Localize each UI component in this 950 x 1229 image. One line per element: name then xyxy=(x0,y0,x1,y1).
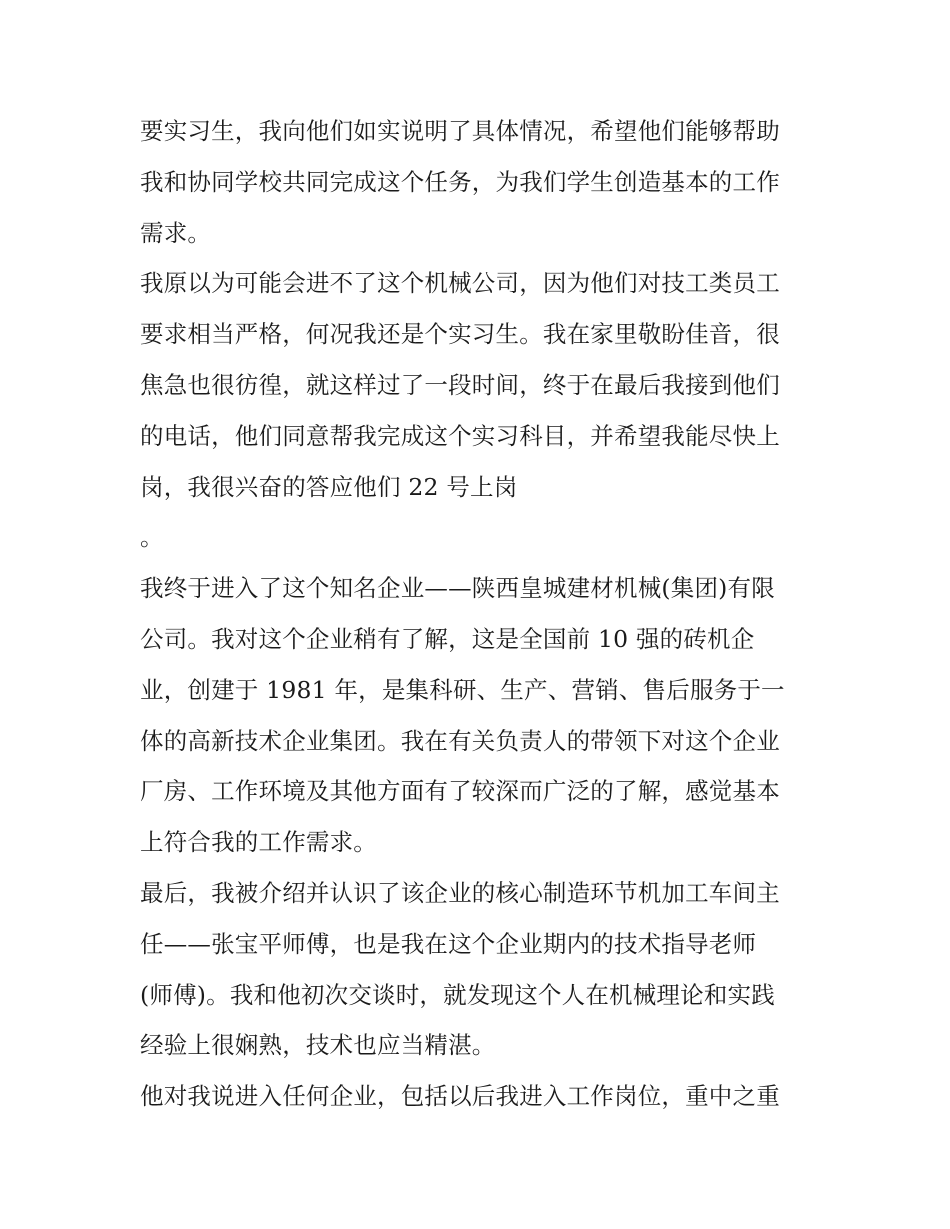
text-line: 体的高新技术企业集团。我在有关负责人的带领下对这个企业 xyxy=(140,726,780,755)
text-line: 经验上很娴熟，技术也应当精湛。 xyxy=(140,1031,496,1060)
text-line: 厂房、工作环境及其他方面有了较深而广泛的了解，感觉基本 xyxy=(140,777,780,806)
text-line: 的电话，他们同意帮我完成这个实习科目，并希望我能尽快上 xyxy=(140,421,780,450)
text-line: 我和协同学校共同完成这个任务，为我们学生创造基本的工作 xyxy=(140,167,780,196)
text-line: 岗，我很兴奋的答应他们 22 号上岗 xyxy=(140,472,518,501)
text-line: 业，创建于 1981 年，是集科研、生产、营销、售后服务于一 xyxy=(140,675,785,704)
text-line: 焦急也很彷徨，就这样过了一段时间，终于在最后我接到他们 xyxy=(140,370,780,399)
text-line: 要求相当严格，何况我还是个实习生。我在家里敬盼佳音，很 xyxy=(140,320,780,349)
text-line: 最后，我被介绍并认识了该企业的核心制造环节机加工车间主 xyxy=(140,878,780,907)
text-line: (师傅)。我和他初次交谈时，就发现这个人在机械理论和实践 xyxy=(140,980,775,1009)
document-text xyxy=(140,106,830,1122)
text-line: 任——张宝平师傅，也是我在这个企业期内的技术指导老师 xyxy=(140,929,757,958)
text-line: 他对我说进入任何企业，包括以后我进入工作岗位，重中之重 xyxy=(140,1082,780,1111)
text-line: 需求。 xyxy=(140,218,212,247)
text-line: 我终于进入了这个知名企业——陕西皇城建材机械(集团)有限 xyxy=(140,574,775,603)
text-line: 我原以为可能会进不了这个机械公司，因为他们对技工类员工 xyxy=(140,269,780,298)
text-line: 公司。我对这个企业稍有了解，这是全国前 10 强的砖机企 xyxy=(140,624,755,653)
text-line: 。 xyxy=(140,523,164,552)
text-line: 要实习生，我向他们如实说明了具体情况，希望他们能够帮助 xyxy=(140,117,780,145)
text-line: 上符合我的工作需求。 xyxy=(140,828,377,857)
